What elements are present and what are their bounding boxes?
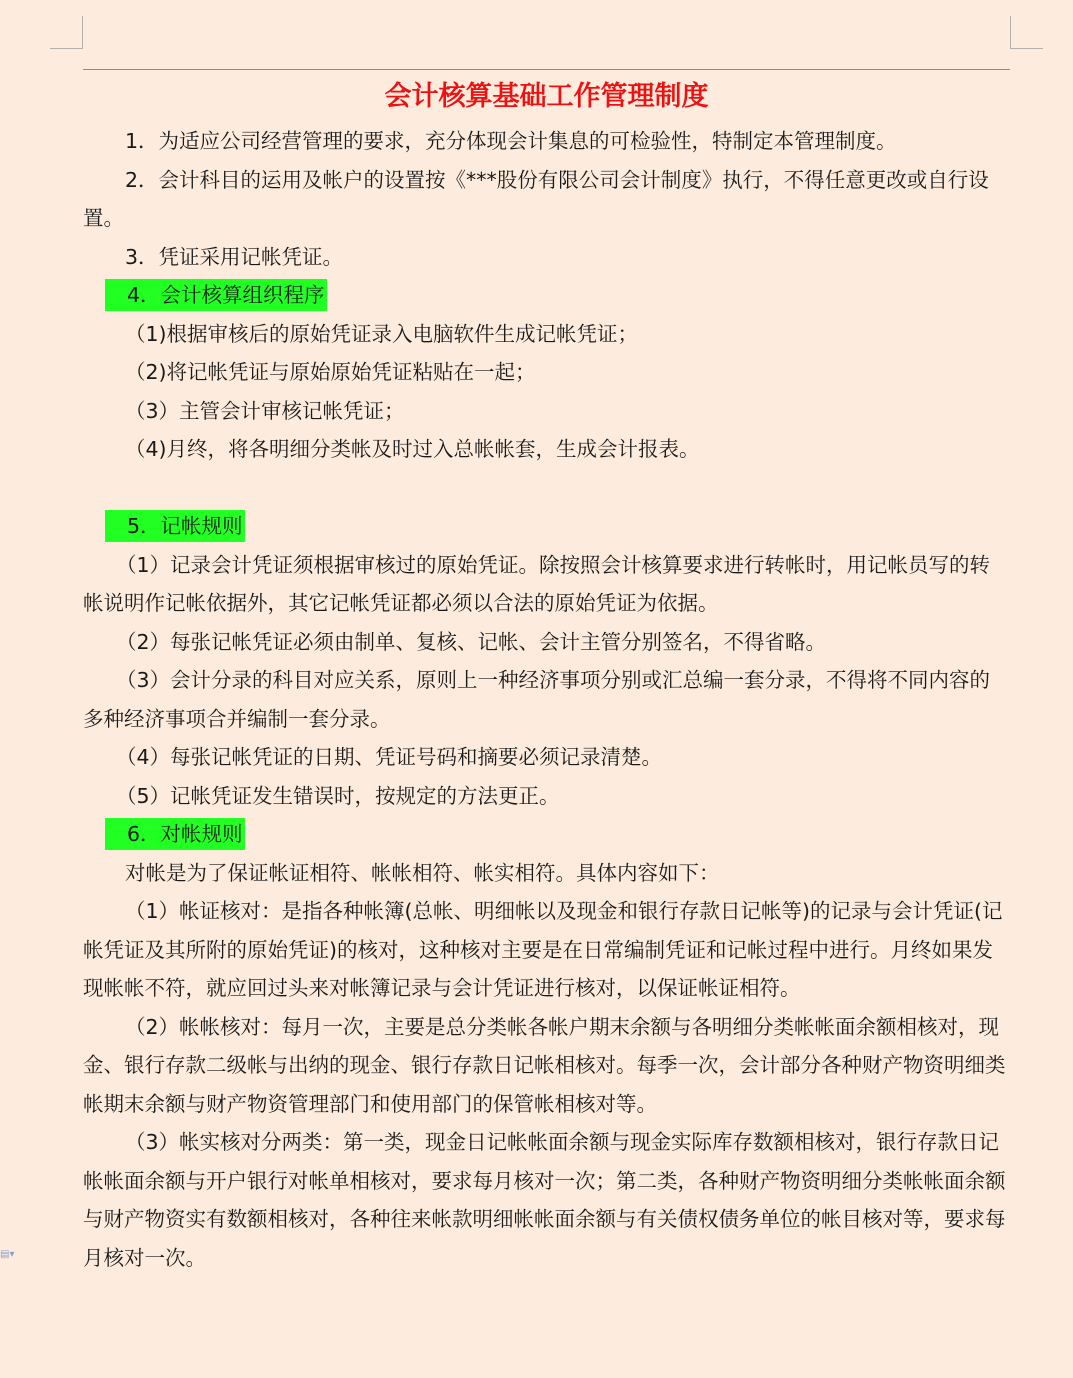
blank-line (83, 469, 1010, 508)
page-corner-mark-top-left (50, 16, 83, 49)
paragraph: 对帐是为了保证帐证相符、帐帐相符、帐实相符。具体内容如下： (125, 860, 720, 885)
paragraph: （3）会计分录的科目对应关系，原则上一种经济事项分别或汇总编一套分录，不得将不同内容的多种经济事项合并编制一套分录。 (83, 668, 991, 731)
page-corner-mark-top-right (1010, 16, 1043, 49)
paragraph: （1)根据审核后的原始凭证录入电脑软件生成记帐凭证； (125, 321, 639, 346)
paragraph: （2)将记帐凭证与原始原始凭证粘贴在一起； (125, 360, 536, 384)
paragraph: （3）主管会计审核记帐凭证； (125, 398, 405, 423)
paragraph: （1）记录会计凭证须根据审核过的原始凭证。除按照会计核算要求进行转帐时，用记帐员写的转帐说明作记帐依据外，其它记帐凭证都必须以合法的原始凭证为依据。 (83, 552, 991, 615)
section-heading-highlight: 5．记帐规则 (105, 510, 245, 542)
section-heading-paragraph (83, 507, 1010, 546)
paragraph: （2）帐帐核对：每月一次，主要是总分类帐各帐户期末余额与各明细分类帐帐面余额相核对，现金、银行存款二级帐与出纳的现金、银行存款日记帐相核对。每季一次，会计部分各种财产物资明细类帐期末余额与财产物资管理部门和使用部门的保管帐相核对等。 (83, 1014, 1006, 1116)
paragraph: 3．凭证采用记帐凭证。 (125, 244, 344, 269)
document-title: 会计核算基础工作管理制度 (384, 81, 709, 112)
header-rule (83, 69, 1010, 70)
paragraph: （2）每张记帐凭证必须由制单、复核、记帐、会计主管分别签名，不得省略。 (116, 629, 827, 654)
paragraph-options-icon[interactable]: ▤▾ (0, 1249, 15, 1260)
section-heading-highlight: 4．会计核算组织程序 (105, 279, 327, 311)
section-heading-paragraph (83, 815, 1010, 854)
section-heading-highlight: 6．对帐规则 (105, 818, 245, 850)
paragraph: （1）帐证核对：是指各种帐簿(总帐、明细帐以及现金和银行存款日记帐等)的记录与会计凭证(记帐凭证及其所附的原始凭证)的核对，这种核对主要是在日常编制凭证和记帐过程中进行。月终如果发现帐帐不符，就应回过头来对帐簿记录与会计凭证进行核对，以保证帐证相符。 (83, 899, 1003, 1000)
paragraph: （4)月终，将各明细分类帐及时过入总帐帐套，生成会计报表。 (125, 437, 700, 461)
paragraph: （3）帐实核对分两类：第一类，现金日记帐帐面余额与现金实际库存数额相核对，银行存款日记帐帐面余额与开户银行对帐单相核对，要求每月核对一次；第二类，各种财产物资明细分类帐帐面余额与财产物资实有数额相核对，各种往来帐款明细帐帐面余额与有关债权债务单位的帐目核对等，要求每月核对一次。 (83, 1130, 1006, 1270)
paragraph: （5）记帐凭证发生错误时，按规定的方法更正。 (116, 783, 560, 808)
paragraph: 1．为适应公司经营管理的要求，充分体现会计集息的可检验性，特制定本管理制度。 (125, 129, 897, 153)
document-body (83, 122, 1010, 1277)
section-heading-paragraph (83, 276, 1010, 315)
paragraph: 2．会计科目的运用及帐户的设置按《***股份有限公司会计制度》执行，不得任意更改或自行设置。 (83, 167, 989, 230)
paragraph: （4）每张记帐凭证的日期、凭证号码和摘要必须记录清楚。 (116, 745, 663, 769)
